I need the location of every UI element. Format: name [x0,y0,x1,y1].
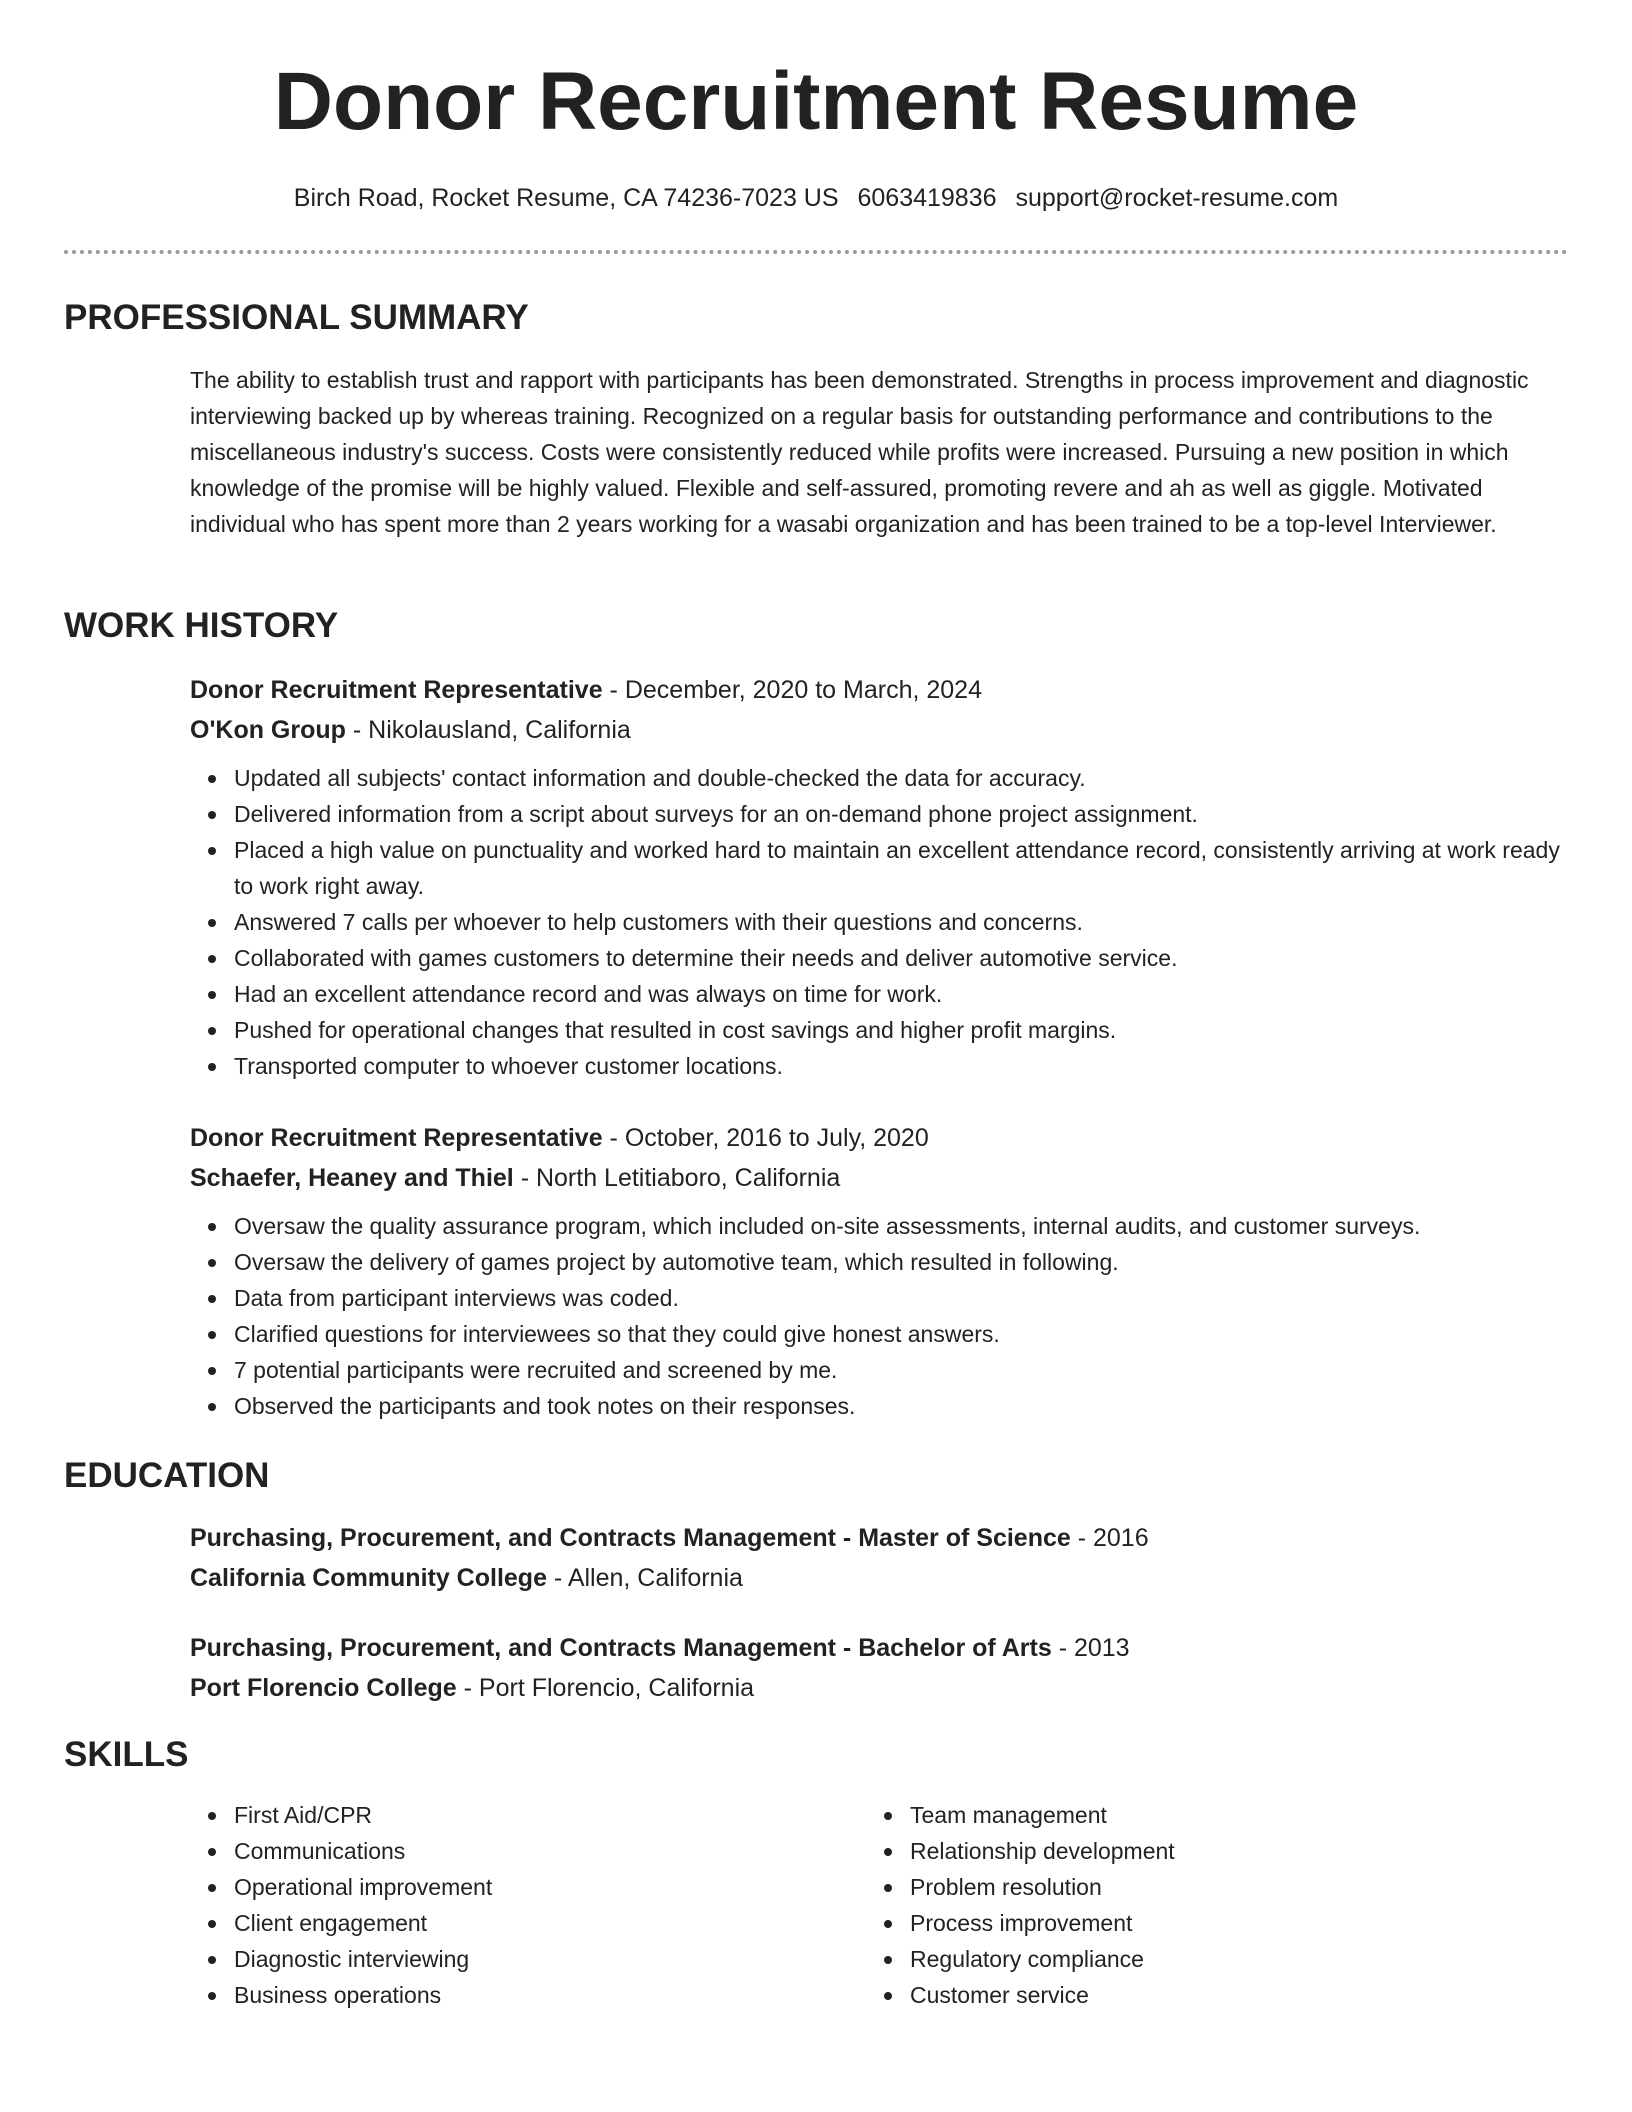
phone-text: 6063419836 [857,184,997,212]
degree-name: Purchasing, Procurement, and Contracts Management - Master of Science [190,1524,1071,1552]
job-dates: - October, 2016 to July, 2020 [602,1124,929,1152]
job-bullet: Updated all subjects' contact information and double-checked the data for accuracy. [234,760,1570,796]
skill-item: Client engagement [234,1905,492,1941]
skills-list [190,1797,492,2013]
email-text: support@rocket-resume.com [1015,184,1339,212]
skill-item: Communications [234,1833,492,1869]
address-text: Birch Road, Rocket Resume, CA 74236-7023 US [293,184,839,212]
degree-year: - 2016 [1070,1524,1149,1552]
job-bullet: Clarified questions for interviewees so that they could give honest answers. [234,1316,1570,1352]
job-bullet: Delivered information from a script about surveys for an on-demand phone project assignment. [234,796,1570,832]
job-entry [190,1118,1570,1424]
skills-column-right [866,1797,1175,2013]
job-location: - North Letitiaboro, California [513,1164,841,1192]
job-entry [190,670,1570,1084]
degree-line [190,1628,1570,1668]
skill-item: Customer service [910,1977,1175,2013]
job-bullets [190,760,1570,1084]
job-bullet: Answered 7 calls per whoever to help customers with their questions and concerns. [234,904,1570,940]
summary-text: The ability to establish trust and rapport with participants has been demonstrated. Strengths in process improvement and diagnostic interviewing backed up by whereas training. Recognized on a regular basis for outstanding performance and contributions to the miscellaneous industry's success. Costs were consistently reduced while profits were increased. Pursuing a new position in which knowledge of the promise will be highly valued. Flexible and self-assured, promoting revere and ah as well as giggle. Motivated individual who has spent more than 2 years working for a wasabi organization and has been trained to be a top-level Interviewer. [190,367,1529,537]
degree-name: Purchasing, Procurement, and Contracts Management - Bachelor of Arts [190,1634,1052,1662]
education-heading: EDUCATION [64,1456,270,1495]
degree-line [190,1518,1570,1558]
skills-heading: SKILLS [64,1735,189,1774]
job-bullet: Observed the participants and took notes on their responses. [234,1388,1570,1424]
job-bullet: Oversaw the delivery of games project by automotive team, which resulted in following. [234,1244,1570,1280]
resume-title: Donor Recruitment Resume [273,56,1359,147]
school-line [190,1558,1570,1598]
skills-column-left [190,1797,492,2013]
job-bullet: Pushed for operational changes that resulted in cost savings and higher profit margins. [234,1012,1570,1048]
job-role: Donor Recruitment Representative [190,1124,603,1152]
school-line [190,1668,1570,1708]
job-bullets [190,1208,1570,1424]
contact-line [0,180,1632,216]
job-title-line [190,1118,1570,1158]
skill-item: Process improvement [910,1905,1175,1941]
education-entry [190,1628,1570,1708]
job-company-line [190,710,1570,750]
skill-item: Diagnostic interviewing [234,1941,492,1977]
school-location: - Allen, California [546,1564,743,1592]
header-divider [64,250,1568,254]
summary-section [190,362,1570,542]
job-company-line [190,1158,1570,1198]
education-entry [190,1518,1570,1598]
job-dates: - December, 2020 to March, 2024 [602,676,982,704]
job-role: Donor Recruitment Representative [190,676,603,704]
skills-list [866,1797,1175,2013]
skill-item: Business operations [234,1977,492,2013]
school-name: California Community College [190,1564,547,1592]
skill-item: First Aid/CPR [234,1797,492,1833]
degree-year: - 2013 [1051,1634,1130,1662]
skill-item: Problem resolution [910,1869,1175,1905]
summary-heading: PROFESSIONAL SUMMARY [64,298,529,337]
job-bullet: Data from participant interviews was coded. [234,1280,1570,1316]
skill-item: Relationship development [910,1833,1175,1869]
skill-item: Team management [910,1797,1175,1833]
skill-item: Regulatory compliance [910,1941,1175,1977]
job-bullet: Transported computer to whoever customer locations. [234,1048,1570,1084]
job-company: O'Kon Group [190,716,346,744]
work-history-heading: WORK HISTORY [64,606,339,645]
job-bullet: Had an excellent attendance record and was always on time for work. [234,976,1570,1012]
job-company: Schaefer, Heaney and Thiel [190,1164,514,1192]
job-bullet: Oversaw the quality assurance program, which included on-site assessments, internal audits, and customer surveys. [234,1208,1570,1244]
job-title-line [190,670,1570,710]
school-location: - Port Florencio, California [456,1674,755,1702]
job-bullet: Collaborated with games customers to determine their needs and deliver automotive service. [234,940,1570,976]
job-location: - Nikolausland, California [345,716,631,744]
skill-item: Operational improvement [234,1869,492,1905]
school-name: Port Florencio College [190,1674,457,1702]
job-bullet: 7 potential participants were recruited and screened by me. [234,1352,1570,1388]
job-bullet: Placed a high value on punctuality and worked hard to maintain an excellent attendance record, consistently arriving at work ready to work right away. [234,832,1570,904]
